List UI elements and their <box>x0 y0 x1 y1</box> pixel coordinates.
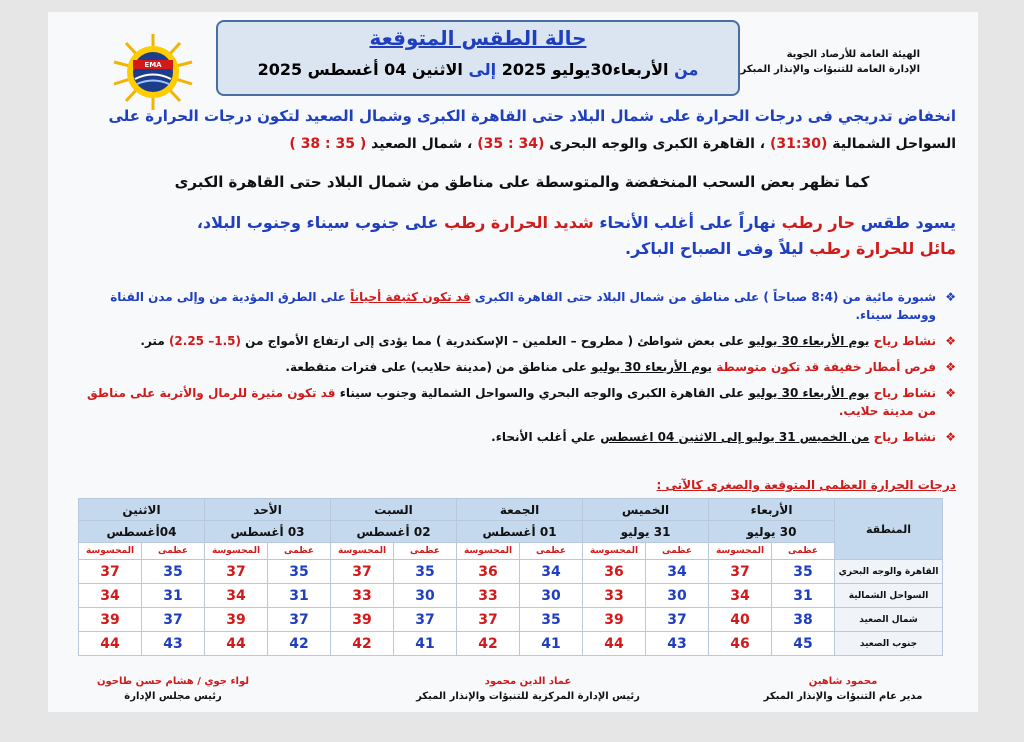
signer-name: محمود شاهين <box>808 676 878 687</box>
max-temp-cell: 30 <box>646 584 709 608</box>
b2-text-a: نشاط رياح <box>873 334 936 348</box>
max-temp-cell: 30 <box>520 584 583 608</box>
signer-role: مدير عام التنبؤات والإنذار المبكر <box>763 691 923 702</box>
feels-like-cell: 46 <box>709 632 772 656</box>
day-name-header: الاثنين <box>79 499 205 521</box>
p3-part-d: شديد الحرارة رطب <box>444 213 594 232</box>
max-temp-cell: 37 <box>646 608 709 632</box>
region-name-cell: جنوب الصعيد <box>835 632 943 656</box>
region-name-cell: القاهرة والوجه البحري <box>835 560 943 584</box>
feels-like-cell: 36 <box>457 560 520 584</box>
title-box <box>216 20 740 96</box>
signature-1 <box>728 674 958 704</box>
feels-like-cell: 39 <box>583 608 646 632</box>
bullet-fog <box>68 288 956 324</box>
org-line-2: الإدارة العامة للتنبؤات والإنذار المبكر <box>740 64 920 75</box>
summary-paragraph-2: كما تظهر بعض السحب المنخفضة والمتوسطة على مناطق من شمال البلاد حتى القاهرة الكبرى <box>174 173 870 191</box>
day-date-header: 30 يوليو <box>709 521 835 543</box>
summary-paragraph-3 <box>88 210 956 262</box>
feels-like-cell: 37 <box>709 560 772 584</box>
max-temp-subheader: عظمى <box>142 543 205 560</box>
b1-text-b: قد تكون كثيفة أحياناً <box>350 290 471 304</box>
max-temp-cell: 38 <box>772 608 835 632</box>
table-caption: درجات الحرارة العظمى المتوقعة والصغرى كالآتى : <box>656 478 956 492</box>
day-date-header: 02 أغسطس <box>331 521 457 543</box>
max-temp-cell: 34 <box>646 560 709 584</box>
day-date-header: 01 أغسطس <box>457 521 583 543</box>
feels-like-cell: 37 <box>79 560 142 584</box>
signer-role: رئيس مجلس الإدارة <box>124 691 222 702</box>
feels-like-cell: 42 <box>331 632 394 656</box>
b1-text-c: على الطرق المؤدية من وإلى مدن القناة ووسط سيناء. <box>110 290 936 322</box>
max-temp-cell: 37 <box>142 608 205 632</box>
max-temp-cell: 37 <box>394 608 457 632</box>
max-temp-cell: 34 <box>520 560 583 584</box>
table-row <box>79 560 943 584</box>
feels-like-cell: 37 <box>331 560 394 584</box>
max-temp-cell: 30 <box>394 584 457 608</box>
b4-text-d: قد تكون مثيرة للرمال والأتربة على مناطق من <box>86 386 936 418</box>
max-temp-cell: 45 <box>772 632 835 656</box>
max-temp-cell: 42 <box>268 632 331 656</box>
b5-text-b: من الخميس 31 يوليو إلى الاثنين 04 اغسطس <box>600 430 870 444</box>
p3-part-e: على جنوب سيناء وجنوب البلاد، <box>196 213 439 232</box>
page-title: حالة الطقس المتوقعة <box>369 26 587 50</box>
signer-role: رئيس الإدارة المركزية للتنبؤات والإنذار المبكر <box>416 691 640 702</box>
region-column-header: المنطقة <box>835 499 943 560</box>
feels-like-cell: 39 <box>331 608 394 632</box>
max-temp-cell: 31 <box>142 584 205 608</box>
feels-like-subheader: المحسوسة <box>457 543 520 560</box>
diamond-bullet-icon: ❖ <box>945 386 956 400</box>
p3-part-a: يسود طقس <box>860 213 956 232</box>
signer-name: لواء جوي / هشام حسن طاحون <box>96 676 250 687</box>
b3-text-b: يوم الأربعاء 30 يوليو <box>591 360 713 374</box>
table-header-subcols <box>79 543 943 560</box>
feels-like-cell: 39 <box>205 608 268 632</box>
table-row <box>79 608 943 632</box>
day-date-header: 31 يوليو <box>583 521 709 543</box>
day-date-header: 04أغسطس <box>79 521 205 543</box>
feels-like-subheader: المحسوسة <box>331 543 394 560</box>
day-name-header: الأربعاء <box>709 499 835 521</box>
p3-part-c: نهاراً على أغلب الأنحاء <box>599 213 776 232</box>
table-row <box>79 632 943 656</box>
feels-like-subheader: المحسوسة <box>205 543 268 560</box>
signer-name: عماد الدين محمود <box>484 676 572 687</box>
max-temp-cell: 43 <box>646 632 709 656</box>
date-to: الاثنين 04 أغسطس 2025 <box>257 60 463 79</box>
feels-like-cell: 37 <box>205 560 268 584</box>
feels-like-cell: 34 <box>79 584 142 608</box>
diamond-bullet-icon: ❖ <box>945 360 956 374</box>
max-temp-subheader: عظمى <box>394 543 457 560</box>
b2-text-e: متر. <box>140 334 165 348</box>
date-to-label: إلى <box>468 60 497 79</box>
value-cairo-delta: (34 : 35) <box>477 136 545 152</box>
feels-like-cell: 44 <box>79 632 142 656</box>
b2-text-d: (1.5– 2.25) <box>168 334 241 348</box>
summary-paragraph-1: انخفاض تدريجي فى درجات الحرارة على شمال البلاد حتى القاهرة الكبرى وشمال الصعيد لتكون درجات الحرارة على <box>108 107 956 125</box>
bullet-wind-coast <box>68 332 956 350</box>
max-temp-cell: 35 <box>520 608 583 632</box>
max-temp-cell: 37 <box>268 608 331 632</box>
b5-text-a: نشاط رياح <box>873 430 936 444</box>
max-temp-subheader: عظمى <box>646 543 709 560</box>
day-name-header: الخميس <box>583 499 709 521</box>
feels-like-cell: 33 <box>583 584 646 608</box>
b5-text-c: علي أغلب الأنحاء. <box>491 430 597 444</box>
temperature-table <box>78 498 943 656</box>
feels-like-cell: 42 <box>457 632 520 656</box>
feels-like-subheader: المحسوسة <box>583 543 646 560</box>
date-from: الأربعاء30يوليو 2025 <box>501 60 669 79</box>
max-temp-subheader: عظمى <box>268 543 331 560</box>
max-temp-cell: 31 <box>772 584 835 608</box>
table-row <box>79 584 943 608</box>
max-temp-cell: 31 <box>268 584 331 608</box>
region-north-coast: السواحل الشمالية <box>832 136 956 152</box>
diamond-bullet-icon: ❖ <box>945 430 956 444</box>
feels-like-cell: 39 <box>79 608 142 632</box>
max-temp-subheader: عظمى <box>520 543 583 560</box>
org-line-1: الهيئة العامة للأرصاد الجوية <box>786 49 920 60</box>
date-from-label: من <box>674 60 699 79</box>
b2-text-c: على بعض شواطئ ( مطروح – العلمين – الإسكندرية ) مما يؤدى إلى ارتفاع الأمواج من <box>245 334 745 348</box>
max-temp-cell: 35 <box>772 560 835 584</box>
day-date-header: 03 أغسطس <box>205 521 331 543</box>
b3-text-a: فرص أمطار خفيفة قد تكون متوسطة <box>716 360 936 374</box>
feels-like-cell: 34 <box>709 584 772 608</box>
b2-text-b: يوم الأربعاء 30 يوليو <box>748 334 870 348</box>
p3-part-g: ليلاً وفى الصباح الباكر. <box>624 239 804 258</box>
table-header-dates <box>79 521 943 543</box>
max-temp-cell: 43 <box>142 632 205 656</box>
b3-text-c: على مناطق من (مدينة حلايب) على فترات متقطعة. <box>285 360 587 374</box>
diamond-bullet-icon: ❖ <box>945 334 956 348</box>
bullet-rain <box>68 358 956 376</box>
feels-like-cell: 33 <box>457 584 520 608</box>
feels-like-cell: 34 <box>205 584 268 608</box>
feels-like-subheader: المحسوسة <box>709 543 772 560</box>
value-north-upper: ( 35 : 38 ) <box>289 136 367 152</box>
day-name-header: الأحد <box>205 499 331 521</box>
b1-text-a: شبورة مائية من (8:4 صباحاً ) على مناطق من شمال البلاد حتى القاهرة الكبرى <box>474 290 936 304</box>
b4-text-a: نشاط رياح <box>873 386 936 400</box>
bullet-list <box>68 288 956 454</box>
signature-3 <box>58 674 288 704</box>
value-north-coast: (31:30) <box>769 136 828 152</box>
document-page <box>48 12 978 712</box>
max-temp-subheader: عظمى <box>772 543 835 560</box>
feels-like-cell: 40 <box>709 608 772 632</box>
organization-name <box>710 47 920 77</box>
day-name-header: السبت <box>331 499 457 521</box>
max-temp-cell: 35 <box>268 560 331 584</box>
feels-like-cell: 37 <box>457 608 520 632</box>
region-name-cell: السواحل الشمالية <box>835 584 943 608</box>
signature-2 <box>378 674 678 704</box>
feels-like-cell: 33 <box>331 584 394 608</box>
date-range <box>218 60 738 79</box>
region-cairo-delta: ، القاهرة الكبرى والوجه البحرى <box>549 136 766 152</box>
ema-logo-icon <box>108 32 198 112</box>
max-temp-cell: 35 <box>394 560 457 584</box>
feels-like-subheader: المحسوسة <box>79 543 142 560</box>
summary-paragraph-1b <box>88 132 956 156</box>
max-temp-cell: 35 <box>142 560 205 584</box>
b4-text-b: يوم الأربعاء 30 يوليو <box>748 386 870 400</box>
b4-text-c: على القاهرة الكبرى والوجه البحري والسواحل الشمالية وجنوب سيناء <box>339 386 745 400</box>
day-name-header: الجمعة <box>457 499 583 521</box>
feels-like-cell: 44 <box>583 632 646 656</box>
feels-like-cell: 36 <box>583 560 646 584</box>
bullet-wind-all <box>68 428 956 446</box>
diamond-bullet-icon: ❖ <box>945 290 956 304</box>
p3-part-b: حار رطب <box>781 213 856 232</box>
max-temp-cell: 41 <box>520 632 583 656</box>
p3-part-f: مائل للحرارة رطب <box>809 239 956 258</box>
table-header-days <box>79 499 943 521</box>
feels-like-cell: 44 <box>205 632 268 656</box>
logo-text: EMA <box>144 61 162 69</box>
b4-text-e: مدينة حلايب. <box>838 404 914 418</box>
max-temp-cell: 41 <box>394 632 457 656</box>
bullet-wind-sand <box>68 384 956 420</box>
region-name-cell: شمال الصعيد <box>835 608 943 632</box>
region-north-upper: ، شمال الصعيد <box>371 136 473 152</box>
